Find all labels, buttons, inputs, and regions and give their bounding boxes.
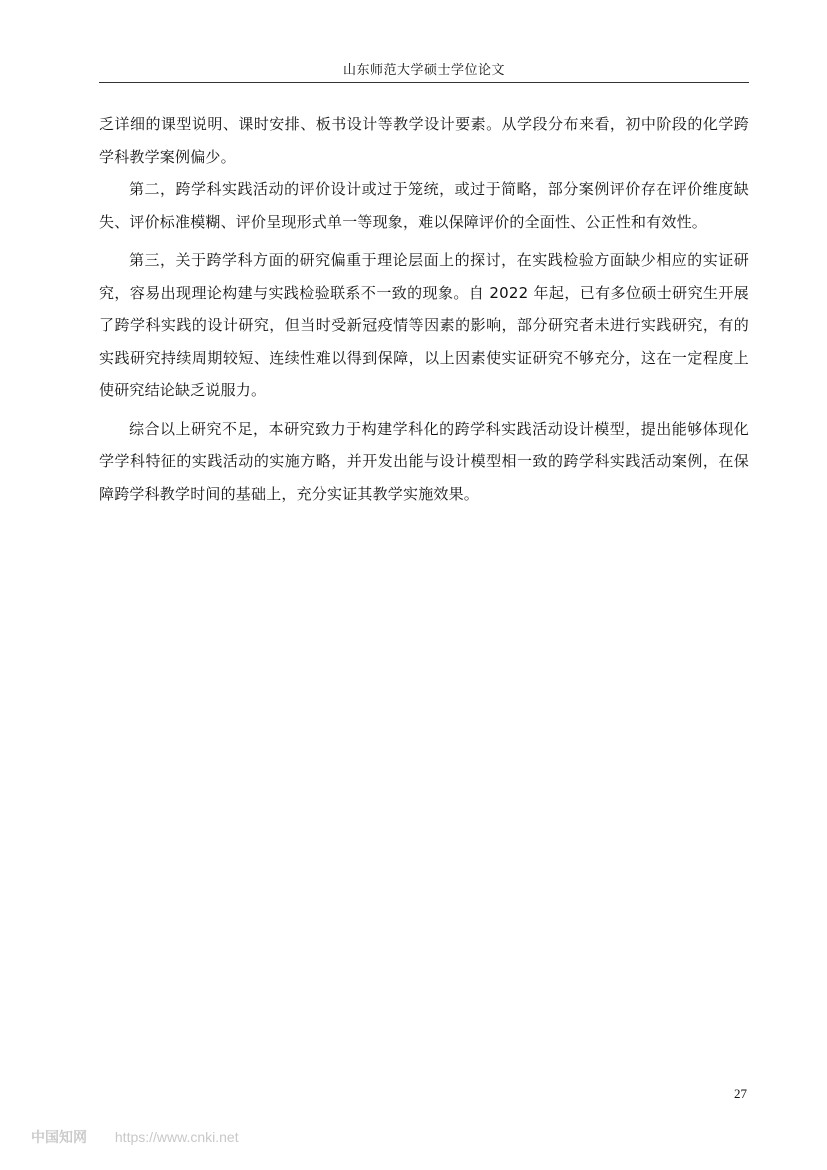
paragraph-third-point: 第三，关于跨学科方面的研究偏重于理论层面上的探讨，在实践检验方面缺少相应的实证研究，容易出现理论构建与实践检验联系不一致的现象。自 2022 年起，已有多位硕士研究生开展了跨学科实践的设计研究，但当时受新冠疫情等因素的影响，部分研究者未进行实践研究，有的实践研究持续周期较短、连续性难以得到保障，以上因素使实证研究不够充分，这在一定程度上使研究结论缺乏说服力。	[99, 251, 749, 399]
paragraph-continued: 乏详细的课型说明、课时安排、板书设计等教学设计要素。从学段分布来看，初中阶段的化学跨学科教学案例偏少。	[99, 115, 749, 166]
body-text	[99, 108, 749, 510]
watermark-brand: 中国知网	[31, 1129, 87, 1145]
paragraph-summary: 综合以上研究不足，本研究致力于构建学科化的跨学科实践活动设计模型，提出能够体现化学学科特征的实践活动的实施方略，并开发出能与设计模型相一致的跨学科实践活动案例，在保障跨学科教学时间的基础上，充分实证其教学实施效果。	[99, 419, 749, 503]
paragraph-second-point: 第二，跨学科实践活动的评价设计或过于笼统，或过于简略，部分案例评价存在评价维度缺失、评价标准模糊、评价呈现形式单一等现象，难以保障评价的全面性、公正性和有效性。	[99, 180, 749, 231]
page-header	[99, 62, 749, 83]
header-title: 山东师范大学硕士学位论文	[342, 63, 505, 78]
cnki-watermark	[31, 1127, 239, 1147]
page-number: 27	[734, 1086, 747, 1101]
watermark-url: https://www.cnki.net	[114, 1129, 239, 1145]
